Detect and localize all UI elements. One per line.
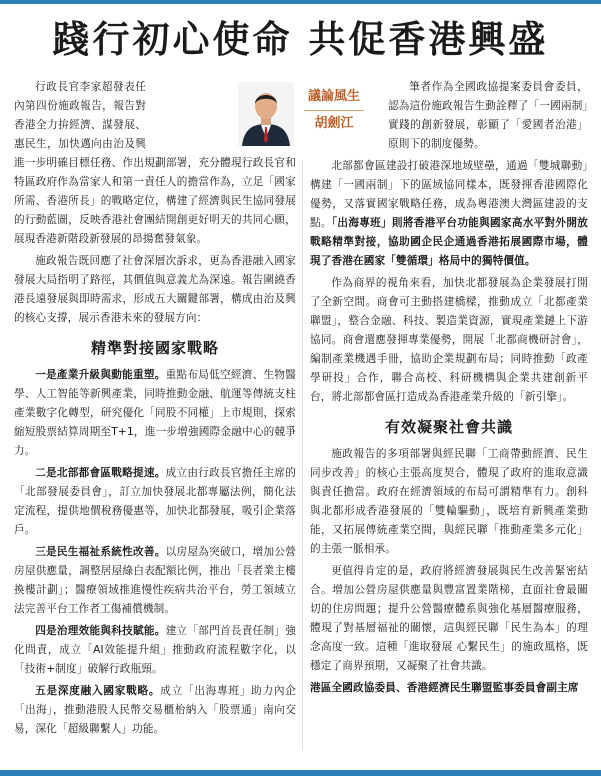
- point-text: 建立「部門首長責任制」強化問責，成立「AI效能提升組」推動政府流程數字化，以「技術+制度」破解行政瓶頸。: [14, 625, 296, 675]
- subhead-consensus: 有效凝聚社會共識: [384, 418, 513, 436]
- column-name: 議論風生: [307, 89, 360, 104]
- point-lead: 五是深度融入國家戰略。: [35, 685, 161, 697]
- body-paragraph: 施政報告的多項部署與經民聯「工商帶動經濟、民生同步改善」的核心主張高度契合，體現了政府的進取意識與責任擔當。政府在經濟領域的布局可謂精準有力。創科與北都形成香港發展的「雙輪驅動」，既培育新興產業動能，又拓展傳統產業空間，與經民聯「推動產業多元化」的主張一脈相承。: [310, 448, 588, 555]
- headline: 踐行初心使命 共促香港興盛: [52, 17, 549, 61]
- point-lead: 一是產業升級與動能重塑。: [35, 369, 166, 381]
- point-text: 以房屋為突破口，增加公營房屋供應量，調整居屋綠白表配額比例，推出「長者業主樓換樓計劃」；醫療領域推進慢性疾病共治平台，勞工領域立法完善平台工作者工傷補償機制。: [14, 546, 296, 615]
- author-byline: 港區全國政協委員、香港經濟民生聯盟監事委員會副主席: [310, 682, 579, 694]
- paragraph-bold-text: 「出海專班」則將香港平台功能與國家高水平對外開放戰略精準對接，協助國企民企通過香港拓展國際市場，體現了香港在國家「雙循環」格局中的獨特價值。: [310, 217, 588, 267]
- point-text: 重點布局低空經濟、生物醫學、人工智能等新興產業，同時推動金融、航運等傳統支柱產業數字化轉型，研究優化「同股不同權」上市規則，探索縮短股票結算周期至T+1，進一步增強國際金融中心的競爭力。: [14, 369, 296, 457]
- inset-spacer: [310, 78, 388, 144]
- right-column: [310, 78, 588, 701]
- point-text: 成立「出海專班」助力內企「出海」，推動港股人民幣交易櫃枱納入「股票通」南向交易，深化「超級聯繫人」功能。: [14, 685, 296, 735]
- column-divider: [302, 160, 303, 750]
- point-lead: 二是北部都會區戰略提速。: [35, 467, 166, 479]
- point-paragraph: [14, 464, 296, 540]
- top-rule: [0, 0, 601, 4]
- point-paragraph: [14, 543, 296, 619]
- point-paragraph: [14, 682, 296, 739]
- body-paragraph: [310, 157, 588, 271]
- body-paragraph: 作為商界的視角來看，加快北都發展為企業發展打開了全新空間。商會可主動搭建橋樑，推動成立「北都產業聯盟」，整合金融、科技、製造業資源，實現產業鏈上下游協同。商會還應發揮專業優勢，開展「北都商機研討會」，編制產業機遇手冊，協助企業規劃布局；同時推動「政產學研投」合作，聯合高校、科研機構與企業共建創新平台，將北部都會區打造成為香港產業升級的「新引擎」。: [310, 277, 588, 403]
- point-paragraph: [14, 622, 296, 679]
- inset-spacer: [146, 78, 296, 144]
- point-paragraph: [14, 366, 296, 461]
- subhead-strategy: 精準對接國家戰略: [90, 339, 219, 357]
- point-lead: 三是民生福祉系統性改善。: [35, 546, 166, 558]
- body-paragraph: 更值得肯定的是，政府將經濟發展與民生改善緊密結合。增加公營房屋供應量與豐富置業階梯，直面社會最關切的住房問題；提升公營醫療體系與強化基層醫療服務，體現了對基層福祉的關懷，這與經民聯「民生為本」的理念高度一致。這種「進取發展 心繫民生」的施政風格，既穩定了商界預期，又凝聚了社會共識。: [310, 565, 588, 672]
- right-intro-paragraph: [310, 78, 588, 154]
- author-name: 胡劍江: [314, 116, 354, 131]
- paragraph-normal-text: 北部都會區建設打破港深地域壁壘，通過「雙城聯動」構建「一國兩制」下的區域協同樣本，既發揮香港國際化優勢，又落實國家戰略任務，成為粵港澳大灣區建設的支點。: [310, 160, 588, 229]
- left-column: [14, 78, 296, 742]
- intro-text: 行政長官李家超發表任內第四份施政報告，報告對香港全力拚經濟、謀發展、惠民生，加快邁向由治及興進一步明確目標任務、作出規劃部署，充分體現行政長官和特區政府作為當家人和第一責任人的擔當作為，立足「國家所需、香港所長」的戰略定位，構建了經濟與民生協同發展的行動藍圖，反映香港社會團結開創更好明天的共同心願，展現香港新階段新發展的昂揚奮發氣象。: [14, 81, 296, 245]
- point-lead: 四是治理效能與科技賦能。: [35, 625, 166, 637]
- bottom-rule: [0, 770, 601, 776]
- intro-paragraph: [14, 78, 296, 249]
- right-intro-text: 筆者作為全國政協提案委員會委員，認為這份施政報告生動詮釋了「一國兩制」實踐的創新發展，彰顯了「愛國者治港」原則下的制度優勢。: [388, 81, 588, 150]
- body-paragraph: 施政報告既回應了社會深層次訴求，更為香港融入國家發展大局指明了路徑，其價值與意義尤為深遠。報告圍繞香港長遠發展與即時需求，形成五大關鍵部署，構成由治及興的核心支撐，展示香港未來的發展方向：: [14, 255, 296, 324]
- point-text: 成立由行政長官擔任主席的「北部發展委員會」，訂立加快發展北都專屬法例，簡化法定流程，提供地價稅務優惠等，加快北都發展，吸引企業落戶。: [14, 467, 296, 536]
